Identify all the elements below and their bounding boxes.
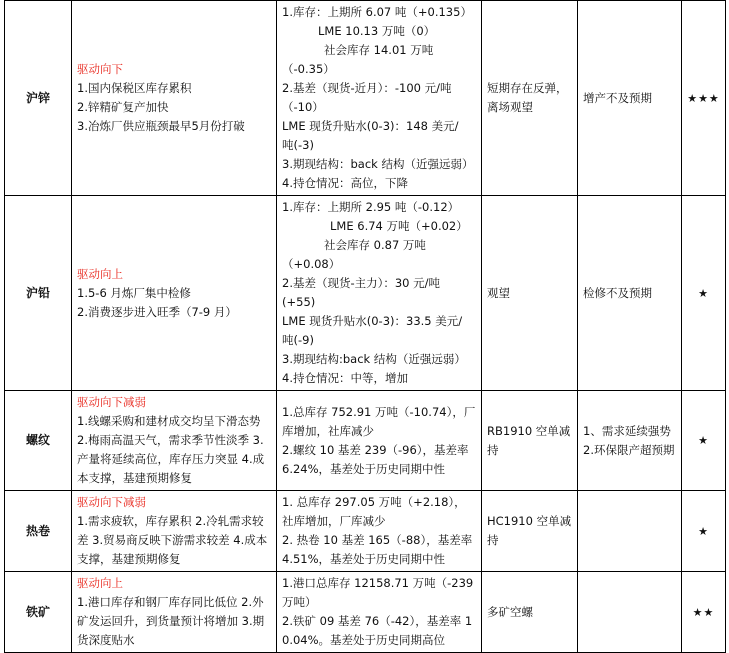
data-line: LME 现货升贴水(0-3)：148 美元/ bbox=[282, 119, 459, 133]
data-line: 2. 热卷 10 基差 165（-88），基差率 4.51%，基差处于历史同期中性 bbox=[282, 533, 473, 566]
table-row-iron-ore bbox=[5, 572, 726, 653]
data-line: （+0.08） bbox=[282, 257, 341, 271]
table-row-lead bbox=[5, 196, 726, 391]
data-line: 1.港口总库存 12158.71 万吨（-239 万吨） bbox=[282, 576, 474, 609]
data-line: LME 10.13 万吨（0） bbox=[318, 24, 436, 38]
data-line: 2.螺纹 10 基差 239（-96），基差率 6.24%，基差处于历史同期中性 bbox=[282, 442, 469, 476]
driver-item: 1.港口库存和钢厂库存同比低位 2.外矿发运回升，到货量预计将增加 3.期货深度贴水 bbox=[77, 595, 265, 647]
driver-headline: 驱动向下减弱 bbox=[77, 395, 146, 409]
rating-stars: ★ bbox=[682, 391, 726, 491]
data-line: 2.基差（现货-主力）：30 元/吨 bbox=[282, 276, 441, 290]
data-line: 吨(-3) bbox=[282, 138, 314, 152]
driver-item: 1.国内保税区库存累积 bbox=[77, 81, 192, 95]
data-line: 社会库存 14.01 万吨 bbox=[324, 43, 434, 57]
data-cell bbox=[277, 1, 482, 196]
data-line: (+55) bbox=[282, 295, 316, 309]
commodity-name: 沪锌 bbox=[5, 1, 72, 196]
data-cell bbox=[277, 572, 482, 653]
driver-headline: 驱动向上 bbox=[77, 266, 123, 281]
commodity-table bbox=[4, 0, 726, 653]
data-line: 1.库存：上期所 6.07 吨（+0.135） bbox=[282, 5, 472, 19]
data-line: 吨(-9) bbox=[282, 333, 314, 347]
commodity-name: 铁矿 bbox=[5, 572, 72, 653]
table-row-zinc bbox=[5, 1, 726, 196]
data-cell bbox=[277, 491, 482, 572]
risk-cell bbox=[578, 491, 682, 572]
commodity-name: 热卷 bbox=[5, 491, 72, 572]
data-line: LME 现货升贴水(0-3)：33.5 美元/ bbox=[282, 314, 463, 328]
driver-cell bbox=[72, 196, 277, 391]
commodity-name: 螺纹 bbox=[5, 391, 72, 491]
driver-headline: 驱动向下减弱 bbox=[77, 495, 146, 509]
commodity-name: 沪铅 bbox=[5, 196, 72, 391]
strategy-cell: RB1910 空单减持 bbox=[482, 391, 578, 491]
strategy-cell: 短期存在反弹，离场观望 bbox=[482, 1, 578, 196]
driver-item: 1.需求疲软，库存累积 2.冷轧需求较差 3.贸易商反映下游需求较差 4.成本支撑，基建预期修复 bbox=[77, 514, 268, 566]
rating-stars: ★★★ bbox=[682, 1, 726, 196]
strategy-cell: 多矿空螺 bbox=[482, 572, 578, 653]
data-line: （-0.35） bbox=[282, 62, 335, 76]
driver-item: 1.线螺采购和建材成交均呈下滑态势 2.梅雨高温天气，需求季节性淡季 3.产量将延续高位，库存压力突显 4.成本支撑，基建预期修复 bbox=[77, 414, 265, 485]
driver-headline: 驱动向下 bbox=[77, 62, 123, 76]
driver-cell bbox=[72, 572, 277, 653]
driver-cell bbox=[72, 491, 277, 572]
data-line: 3.期现结构:back 结构（近强远弱） bbox=[282, 352, 466, 366]
data-line: 4.持仓情况：高位，下降 bbox=[282, 176, 408, 190]
driver-item: 3.冶炼厂供应瓶颈最早5月份打破 bbox=[77, 119, 245, 133]
driver-item: 1.5-6 月炼厂集中检修 bbox=[77, 285, 191, 300]
driver-cell bbox=[72, 1, 277, 196]
risk-cell: 检修不及预期 bbox=[578, 196, 682, 391]
strategy-cell: HC1910 空单减持 bbox=[482, 491, 578, 572]
table-row-hot-coil bbox=[5, 491, 726, 572]
data-line: 社会库存 0.87 万吨 bbox=[324, 238, 426, 252]
risk-cell: 1、需求延续强势 2.环保限产超预期 bbox=[578, 391, 682, 491]
data-line: 4.持仓情况：中等，增加 bbox=[282, 371, 408, 385]
rating-stars: ★ bbox=[682, 491, 726, 572]
data-line: （-10） bbox=[282, 100, 324, 114]
data-line: 1.库存：上期所 2.95 吨（-0.12） bbox=[282, 200, 460, 214]
strategy-cell: 观望 bbox=[482, 196, 578, 391]
rating-stars: ★★ bbox=[682, 572, 726, 653]
driver-item: 2.锌精矿复产加快 bbox=[77, 100, 169, 114]
rating-stars: ★ bbox=[682, 196, 726, 391]
risk-cell: 增产不及预期 bbox=[578, 1, 682, 196]
driver-cell bbox=[72, 391, 277, 491]
table-row-rebar bbox=[5, 391, 726, 491]
data-line: 2.铁矿 09 基差 76（-42），基差率 10.04%。基差处于历史同期高位 bbox=[282, 614, 473, 647]
driver-headline: 驱动向上 bbox=[77, 576, 123, 590]
driver-item: 2.消费逐步进入旺季（7-9 月） bbox=[77, 304, 237, 319]
data-line: 1. 总库存 297.05 万吨（+2.18），社库增加，厂库减少 bbox=[282, 495, 466, 528]
data-line: 3.期现结构：back 结构（近强远弱） bbox=[282, 157, 474, 171]
data-line: LME 6.74 万吨（+0.02） bbox=[330, 219, 468, 233]
data-line: 2.基差（现货-近月）：-100 元/吨 bbox=[282, 81, 452, 95]
data-cell bbox=[277, 391, 482, 491]
data-cell bbox=[277, 196, 482, 391]
data-line: 1.总库存 752.91 万吨（-10.74），厂库增加，社库减少 bbox=[282, 404, 476, 438]
risk-cell bbox=[578, 572, 682, 653]
